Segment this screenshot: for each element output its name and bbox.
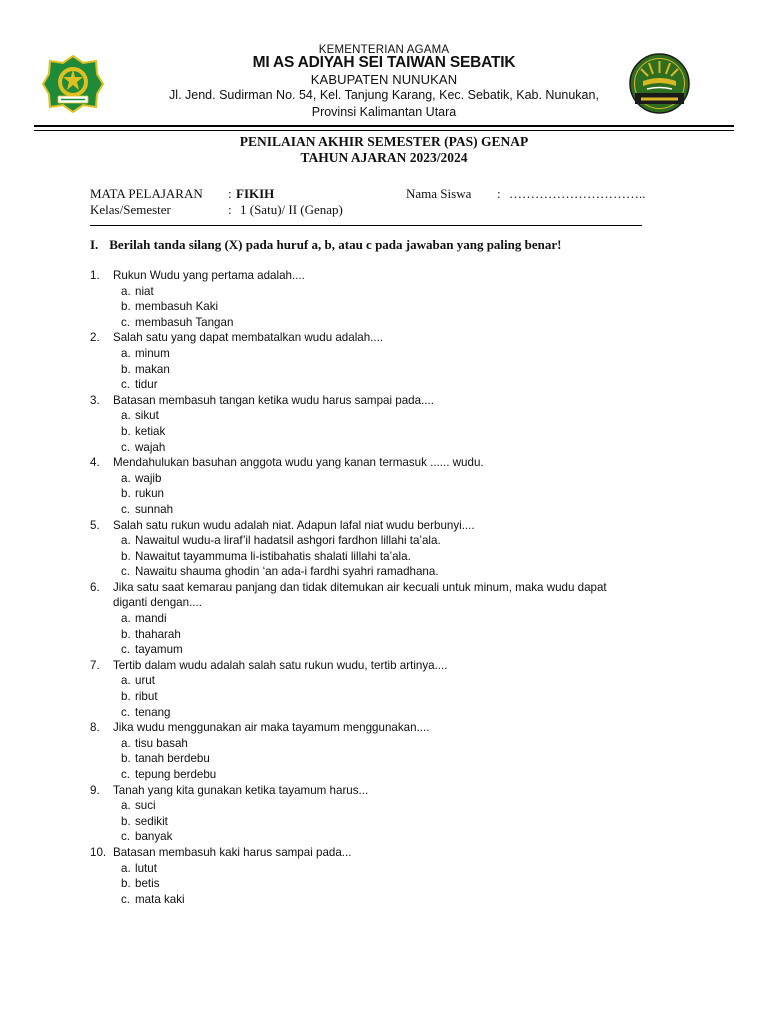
option-text: thaharah: [135, 627, 181, 641]
answer-option[interactable]: [0, 673, 768, 689]
student-name-label: Nama Siswa: [406, 186, 472, 201]
section-instruction: [90, 237, 561, 253]
option-letter[interactable]: b.: [121, 814, 131, 828]
header-divider-thin: [34, 130, 734, 131]
class-value: 1 (Satu)/ II (Genap): [240, 202, 343, 217]
question-item: [0, 518, 768, 580]
question-item: [0, 330, 768, 392]
question-text: Tanah yang kita gunakan ketika tayamum harus...: [113, 783, 369, 797]
option-text: minum: [135, 346, 170, 360]
option-text: lutut: [135, 861, 157, 875]
instruction-text: Berilah tanda silang (X) pada huruf a, b, atau c pada jawaban yang paling benar!: [109, 237, 562, 252]
option-letter[interactable]: c.: [121, 892, 131, 906]
answer-option[interactable]: [0, 751, 768, 767]
question-number: 9.: [90, 783, 100, 797]
question-item: [0, 455, 768, 517]
question-text: Mendahulukan basuhan anggota wudu yang kanan termasuk ...... wudu.: [113, 456, 484, 470]
student-name-field[interactable]: …………………………..: [509, 186, 646, 201]
answer-option[interactable]: [0, 798, 768, 814]
option-letter[interactable]: a.: [121, 674, 131, 688]
question-number: 8.: [90, 721, 100, 735]
answer-option[interactable]: [0, 627, 768, 643]
subject-separator: :: [228, 186, 232, 201]
question-stem: [0, 455, 768, 471]
question-text: Salah satu yang dapat membatalkan wudu adalah....: [113, 331, 384, 345]
answer-option[interactable]: [0, 299, 768, 315]
option-letter[interactable]: b.: [121, 877, 131, 891]
option-letter[interactable]: a.: [121, 534, 131, 548]
address-line-2: Provinsi Kalimantan Utara: [311, 105, 457, 119]
class-separator: :: [228, 202, 232, 217]
option-text: Nawaitut tayammuma li-istibahatis shalati lillahi ta’ala.: [135, 549, 411, 563]
option-text: wajah: [135, 440, 166, 454]
question-item: [0, 658, 768, 720]
option-text: membasuh Tangan: [135, 315, 234, 329]
option-text: sunnah: [135, 502, 174, 516]
question-number: 10.: [90, 845, 107, 859]
option-text: membasuh Kaki: [135, 300, 219, 314]
question-number: 4.: [90, 456, 100, 470]
section-number: I.: [90, 237, 99, 252]
option-text: makan: [135, 362, 170, 376]
option-letter[interactable]: a.: [121, 346, 131, 360]
option-letter[interactable]: a.: [121, 471, 131, 485]
option-letter[interactable]: a.: [121, 284, 131, 298]
option-letter[interactable]: c.: [121, 502, 131, 516]
answer-option[interactable]: [0, 486, 768, 502]
answer-option[interactable]: [0, 876, 768, 892]
option-text: ribut: [135, 690, 158, 704]
regency-name: KABUPATEN NUNUKAN: [310, 72, 458, 87]
option-text: sedikit: [135, 814, 168, 828]
option-letter[interactable]: b.: [121, 549, 131, 563]
question-stem-continued: [0, 595, 768, 611]
option-letter[interactable]: c.: [121, 315, 131, 329]
option-text: wajib: [135, 471, 162, 485]
option-letter[interactable]: b.: [121, 424, 131, 438]
option-letter[interactable]: a.: [121, 409, 131, 423]
option-letter[interactable]: b.: [121, 300, 131, 314]
question-text: Rukun Wudu yang pertama adalah....: [113, 269, 305, 282]
school-name: MI AS ADIYAH SEI TAIWAN SEBATIK: [252, 54, 516, 71]
option-letter[interactable]: a.: [121, 736, 131, 750]
answer-option[interactable]: [0, 408, 768, 424]
question-item: [0, 783, 768, 845]
option-letter[interactable]: c.: [121, 830, 131, 844]
question-number: 5.: [90, 518, 100, 532]
option-text: tayamum: [135, 643, 183, 657]
question-text: Batasan membasuh kaki harus sampai pada...: [113, 845, 352, 859]
question-stem: [0, 783, 768, 799]
answer-option[interactable]: [0, 424, 768, 440]
option-text: tenang: [135, 705, 171, 719]
option-letter[interactable]: b.: [121, 487, 131, 501]
option-letter[interactable]: c.: [121, 705, 131, 719]
option-text: mata kaki: [135, 892, 185, 906]
option-text: urut: [135, 674, 155, 688]
option-letter[interactable]: c.: [121, 378, 131, 392]
option-text: suci: [135, 799, 156, 813]
option-text: sikut: [135, 409, 159, 423]
option-letter[interactable]: c.: [121, 643, 131, 657]
question-text: Batasan membasuh tangan ketika wudu harus sampai pada....: [113, 393, 434, 407]
option-text: Nawaitu shauma ghodin ‘an ada-i fardhi syahri ramadhana.: [135, 565, 439, 579]
answer-option[interactable]: [0, 471, 768, 487]
option-text: rukun: [135, 487, 165, 501]
question-stem: [0, 720, 768, 736]
answer-option[interactable]: [0, 362, 768, 378]
question-text: Jika wudu menggunakan air maka tayamum menggunakan....: [113, 721, 430, 735]
academic-year: TAHUN AJARAN 2023/2024: [300, 150, 468, 165]
answer-option[interactable]: [0, 533, 768, 549]
question-number: 3.: [90, 393, 100, 407]
answer-option[interactable]: [0, 705, 768, 721]
option-text: tanah berdebu: [135, 752, 210, 766]
answer-option[interactable]: [0, 315, 768, 331]
answer-option[interactable]: [0, 549, 768, 565]
answer-option[interactable]: [0, 564, 768, 580]
answer-option[interactable]: [0, 861, 768, 877]
option-letter[interactable]: c.: [121, 565, 131, 579]
exam-title: PENILAIAN AKHIR SEMESTER (PAS) GENAP: [239, 134, 529, 149]
option-text: niat: [135, 284, 154, 298]
option-text: banyak: [135, 830, 173, 844]
answer-option[interactable]: [0, 736, 768, 752]
address-line-1: Jl. Jend. Sudirman No. 54, Kel. Tanjung Karang, Kec. Sebatik, Kab. Nunukan,: [169, 88, 599, 102]
class-label: Kelas/Semester: [90, 202, 171, 217]
question-stem: [0, 518, 768, 534]
question-item: [0, 393, 768, 455]
option-text: tepung berdebu: [135, 768, 217, 781]
answer-option[interactable]: [0, 502, 768, 518]
option-text: betis: [135, 877, 160, 891]
question-text: Tertib dalam wudu adalah salah satu rukun wudu, tertib artinya....: [113, 658, 448, 672]
answer-option[interactable]: [0, 346, 768, 362]
ministry-name: KEMENTERIAN AGAMA: [318, 44, 450, 56]
option-letter[interactable]: b.: [121, 627, 131, 641]
question-number: 7.: [90, 658, 100, 672]
subject-value: FIKIH: [236, 186, 275, 201]
answer-option[interactable]: [0, 611, 768, 627]
question-item: [0, 268, 768, 330]
answer-option[interactable]: [0, 829, 768, 845]
option-text: Nawaitul wudu-a liraf’il hadatsil ashgori fardhon lillahi ta’ala.: [135, 534, 441, 548]
question-item: [0, 845, 768, 907]
option-letter[interactable]: b.: [121, 752, 131, 766]
question-stem: [0, 268, 768, 284]
info-divider: [90, 225, 642, 226]
question-item: [0, 580, 768, 658]
option-text: tisu basah: [135, 736, 188, 750]
answer-option[interactable]: [0, 892, 768, 908]
option-letter[interactable]: a.: [121, 612, 131, 626]
option-text: mandi: [135, 612, 167, 626]
answer-option[interactable]: [0, 440, 768, 456]
subject-label: MATA PELAJARAN: [90, 186, 203, 201]
question-list: [0, 268, 768, 907]
question-stem: [0, 845, 768, 861]
question-number: 2.: [90, 331, 100, 345]
answer-option[interactable]: [0, 767, 768, 783]
question-stem: [0, 658, 768, 674]
option-text: ketiak: [135, 424, 166, 438]
option-letter[interactable]: b.: [121, 362, 131, 376]
question-stem: [0, 393, 768, 409]
question-stem: [0, 580, 768, 596]
option-letter[interactable]: a.: [121, 799, 131, 813]
answer-option[interactable]: [0, 642, 768, 658]
answer-option[interactable]: [0, 814, 768, 830]
question-text: Jika satu saat kemarau panjang dan tidak ditemukan air kecuali untuk minum, maka wudu dapat: [113, 580, 607, 594]
question-text-continued: diganti dengan....: [113, 596, 202, 610]
option-letter[interactable]: a.: [121, 861, 131, 875]
question-number: 1.: [90, 269, 100, 282]
question-text: Salah satu rukun wudu adalah niat. Adapun lafal niat wudu berbunyi....: [113, 518, 475, 532]
option-text: tidur: [135, 378, 158, 392]
answer-option[interactable]: [0, 689, 768, 705]
answer-option[interactable]: [0, 377, 768, 393]
option-letter[interactable]: c.: [121, 768, 131, 781]
answer-option[interactable]: [0, 284, 768, 300]
header-divider-thick: [34, 125, 734, 127]
question-number: 6.: [90, 580, 100, 594]
question-item: [0, 720, 768, 782]
question-stem: [0, 330, 768, 346]
option-letter[interactable]: b.: [121, 690, 131, 704]
student-name-separator: :: [497, 186, 501, 201]
option-letter[interactable]: c.: [121, 440, 131, 454]
